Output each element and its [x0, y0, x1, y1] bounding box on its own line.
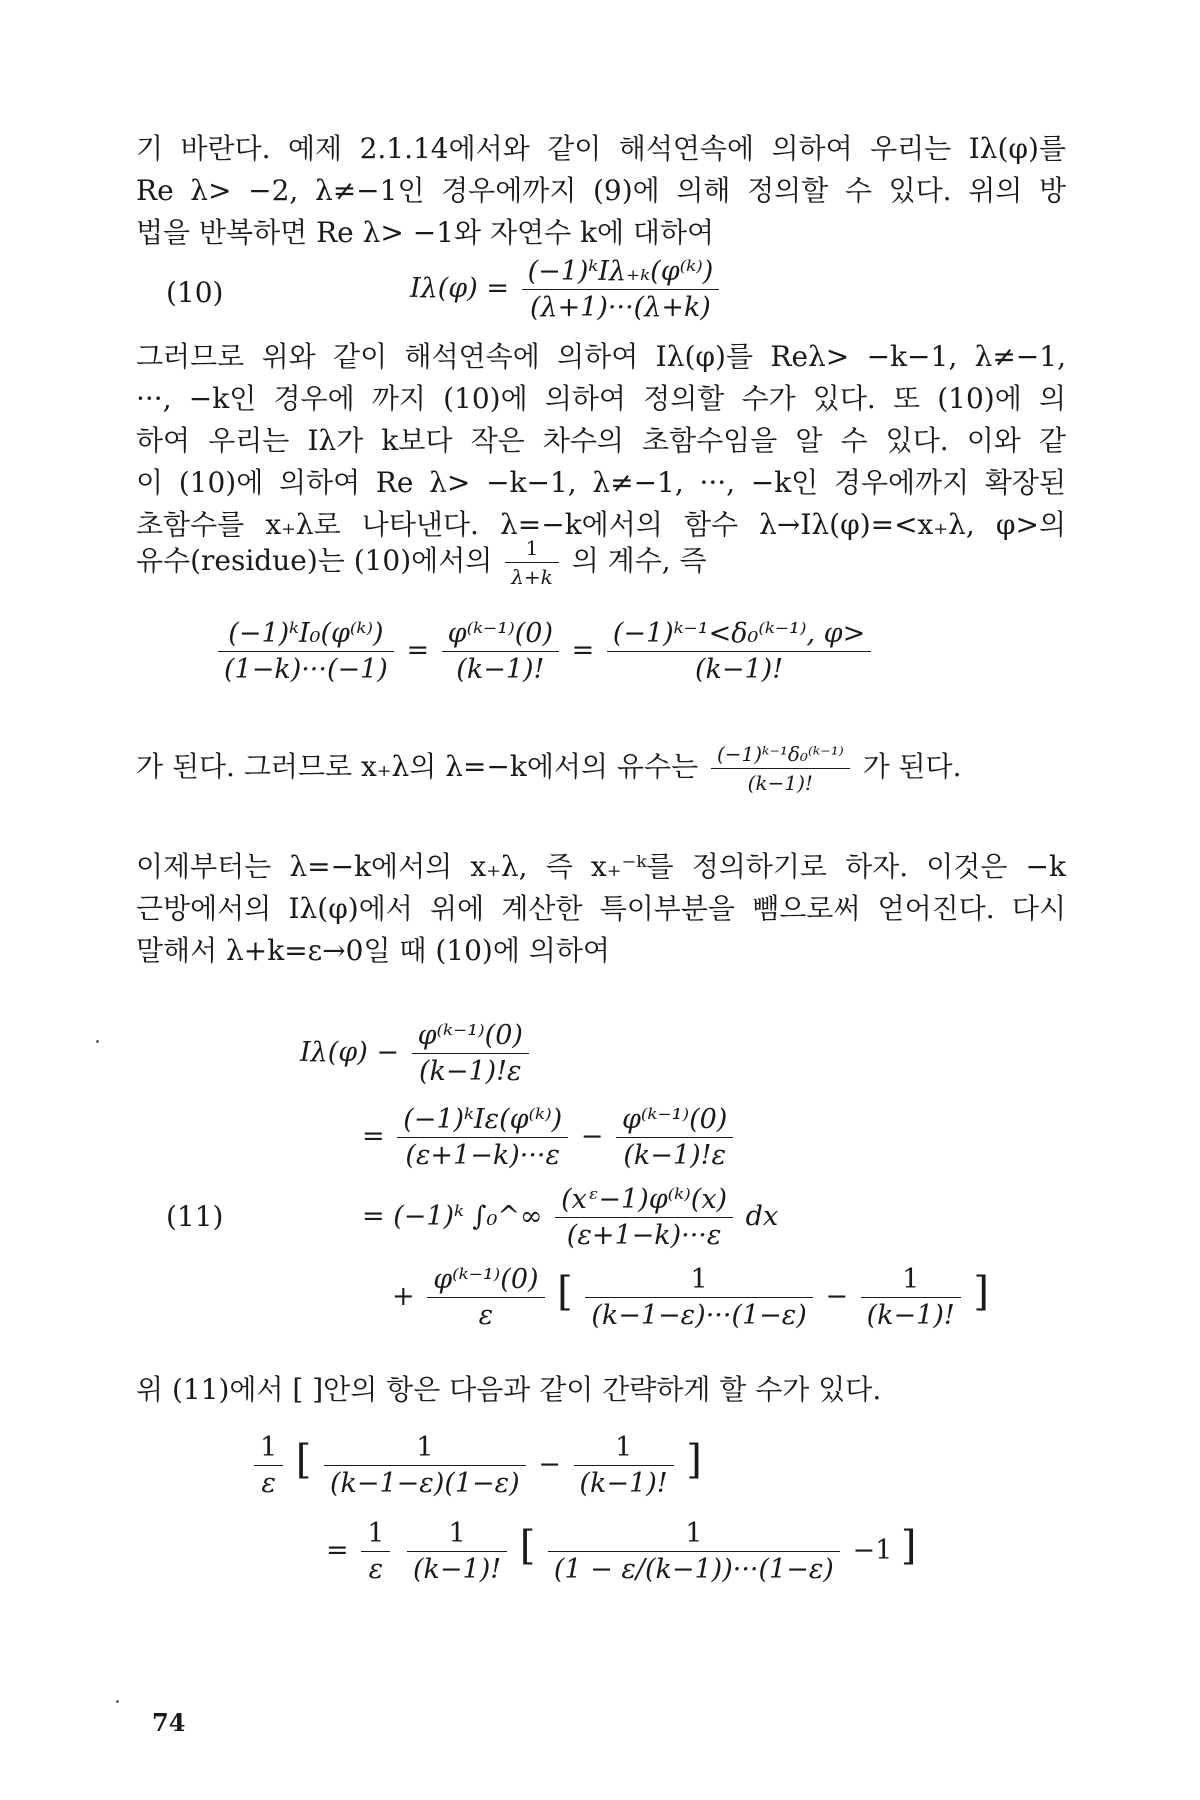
equation-fraction — [548, 1518, 840, 1585]
equals-sign: = — [362, 1121, 385, 1152]
fraction-denominator: ε — [478, 1300, 494, 1331]
right-bracket: ] — [686, 1437, 702, 1483]
text-line: 이제부터는 λ=−k에서의 x₊λ, 즉 x₊⁻ᵏ를 정의하기로 하자. 이것은 −k — [136, 850, 1066, 883]
equation-fraction — [574, 1432, 674, 1499]
equation-number: (11) — [166, 1200, 224, 1233]
fraction-numerator: 1 — [548, 1518, 840, 1552]
equation-fraction — [324, 1432, 526, 1499]
equation-fraction — [412, 1020, 529, 1087]
text-line: Re λ> −2, λ≠−1인 경우에까지 (9)에 의해 정의할 수 있다. 위의 방 — [136, 174, 1066, 207]
fraction-numerator: (−1)ᵏ⁻¹δ₀⁽ᵏ⁻¹⁾ — [711, 742, 850, 769]
text-line: 초함수를 x₊λ로 나타낸다. λ=−k에서의 함수 λ→Iλ(φ)=<x₊λ, φ>의 — [136, 508, 1066, 541]
fraction-numerator: (−1)ᵏIε(φ⁽ᵏ⁾) — [397, 1104, 568, 1138]
fraction-denominator: (k−1)! — [747, 771, 813, 795]
equation-11-line-1 — [300, 1020, 533, 1087]
equation-fraction — [254, 1432, 283, 1499]
fraction-numerator: (−1)ᵏ⁻¹<δ₀⁽ᵏ⁻¹⁾, φ> — [607, 618, 871, 652]
left-bracket: [ — [557, 1269, 573, 1315]
equation-fraction — [397, 1104, 568, 1171]
fraction-numerator: (xᵋ−1)φ⁽ᵏ⁾(x) — [555, 1184, 733, 1218]
text-line: 하여 우리는 Iλ가 k보다 작은 차수의 초함수임을 알 수 있다. 이와 같 — [136, 424, 1066, 457]
text-line: 그러므로 위와 같이 해석연속에 의하여 Iλ(φ)를 Reλ> −k−1, λ≠−1, — [136, 340, 1066, 373]
fraction-denominator: (1−k)···(−1) — [224, 654, 388, 685]
equation-fraction — [585, 1264, 812, 1331]
minus-sign: − — [538, 1449, 561, 1480]
fraction-denominator: (k−1−ε)···(1−ε) — [591, 1300, 807, 1331]
residue-result-line — [136, 742, 962, 795]
equation-fraction — [616, 1104, 733, 1171]
right-bracket: ] — [900, 1523, 917, 1569]
inline-fraction — [505, 536, 559, 589]
equation-10 — [410, 256, 723, 323]
fraction-denominator: (k−1)! — [456, 654, 545, 685]
text-fragment: 가 된다. 그러므로 x₊λ의 λ=−k에서의 유수는 — [136, 750, 699, 783]
fraction-numerator: 1 — [574, 1432, 674, 1466]
right-bracket: ] — [973, 1269, 989, 1315]
equation-fraction — [218, 618, 394, 685]
fraction-numerator: φ⁽ᵏ⁻¹⁾(0) — [616, 1104, 733, 1138]
residue-line — [136, 536, 707, 589]
text-line: 기 바란다. 예제 2.1.14에서와 같이 해석연속에 의하여 우리는 Iλ(φ)를 — [136, 132, 1066, 165]
fraction-numerator: 1 — [505, 536, 559, 563]
equation-11-line-4 — [392, 1264, 989, 1331]
equation-11-line-2 — [362, 1104, 737, 1171]
print-speck — [96, 1040, 99, 1043]
minus-sign: − — [825, 1281, 849, 1312]
fraction-denominator: (λ+1)···(λ+k) — [529, 292, 711, 323]
text-fragment: 가 된다. — [862, 750, 962, 783]
inline-fraction — [711, 742, 850, 795]
paragraph-simplify: 위 (11)에서 [ ]안의 항은 다음과 같이 간략하게 할 수가 있다. — [136, 1373, 882, 1406]
page-number: 74 — [152, 1708, 186, 1737]
fraction-numerator: 1 — [254, 1432, 283, 1466]
fraction-numerator: φ⁽ᵏ⁻¹⁾(0) — [442, 618, 559, 652]
equation-fraction — [861, 1264, 961, 1331]
fraction-denominator: (1 − ε/(k−1))···(1−ε) — [553, 1554, 834, 1585]
fraction-numerator: φ⁽ᵏ⁻¹⁾(0) — [427, 1264, 544, 1298]
fraction-denominator: λ+k — [511, 565, 553, 589]
fraction-denominator: (k−1)! — [413, 1554, 502, 1585]
fraction-numerator: 1 — [324, 1432, 526, 1466]
differential: dx — [745, 1201, 779, 1232]
fraction-numerator: 1 — [407, 1518, 507, 1552]
fraction-numerator: 1 — [861, 1264, 961, 1298]
paragraph-continuation — [136, 336, 1066, 546]
fraction-denominator: (k−1)! — [579, 1468, 668, 1499]
equation-final-line-1 — [250, 1432, 702, 1499]
minus-sign: − — [580, 1121, 604, 1152]
text-line: 근방에서의 Iλ(φ)에서 위에 계산한 특이부분을 뺌으로써 얻어진다. 다시 — [136, 892, 1066, 925]
equation-final-line-2 — [326, 1518, 916, 1585]
equation-11-line-3 — [362, 1184, 778, 1251]
text-line: 법을 반복하면 Re λ> −1와 자연수 k에 대하여 — [136, 216, 715, 249]
paragraph-intro — [136, 128, 1066, 254]
equals-sign: = — [326, 1535, 349, 1566]
print-speck — [116, 1700, 119, 1703]
text-line: ···, −k인 경우에 까지 (10)에 의하여 정의할 수가 있다. 또 (10)에 의 — [136, 382, 1066, 415]
equation-fraction — [607, 618, 871, 685]
fraction-denominator: (k−1)!ε — [623, 1140, 726, 1171]
equation-residue — [214, 618, 875, 685]
fraction-numerator: (−1)ᵏIλ₊ₖ(φ⁽ᵏ⁾) — [522, 256, 720, 290]
equation-fraction — [407, 1518, 507, 1585]
fraction-denominator: (k−1−ε)(1−ε) — [329, 1468, 520, 1499]
fraction-numerator: 1 — [585, 1264, 812, 1298]
equation-fraction — [361, 1518, 390, 1585]
fraction-numerator: (−1)ᵏI₀(φ⁽ᵏ⁾) — [218, 618, 394, 652]
plus-sign: + — [392, 1281, 415, 1312]
equals-sign: = — [571, 635, 595, 666]
fraction-denominator: (k−1)! — [694, 654, 784, 685]
equation-fraction — [522, 256, 720, 323]
equation-lhs: Iλ(φ) − — [300, 1037, 399, 1068]
fraction-denominator: ε — [261, 1468, 276, 1499]
text-line: 이 (10)에 의하여 Re λ> −k−1, λ≠−1, ···, −k인 경우에까지 확장된 — [136, 466, 1066, 499]
text-line: 말해서 λ+k=ε→0일 때 (10)에 의하여 — [136, 934, 610, 967]
minus-one: −1 — [852, 1535, 893, 1566]
equation-fraction — [427, 1264, 544, 1331]
fraction-denominator: (k−1)!ε — [418, 1056, 522, 1087]
left-bracket: [ — [519, 1523, 536, 1569]
fraction-numerator: 1 — [361, 1518, 390, 1552]
fraction-denominator: (ε+1−k)···ε — [405, 1140, 560, 1171]
equals-sign: = — [406, 635, 430, 666]
fraction-numerator: φ⁽ᵏ⁻¹⁾(0) — [412, 1020, 529, 1054]
equation-fraction — [555, 1184, 733, 1251]
integral-expression: = (−1)ᵏ ∫₀^∞ — [362, 1201, 543, 1232]
paragraph-definition — [136, 846, 1066, 972]
equation-number: (10) — [166, 276, 224, 309]
equation-lhs: Iλ(φ) = — [410, 273, 509, 304]
equation-fraction — [442, 618, 559, 685]
text-fragment: 의 계수, 즉 — [571, 544, 707, 577]
fraction-denominator: (k−1)! — [866, 1300, 955, 1331]
text-fragment: 유수(residue)는 (10)에서의 — [136, 544, 493, 577]
left-bracket: [ — [295, 1437, 312, 1483]
fraction-denominator: ε — [368, 1554, 384, 1585]
fraction-denominator: (ε+1−k)···ε — [566, 1220, 722, 1251]
